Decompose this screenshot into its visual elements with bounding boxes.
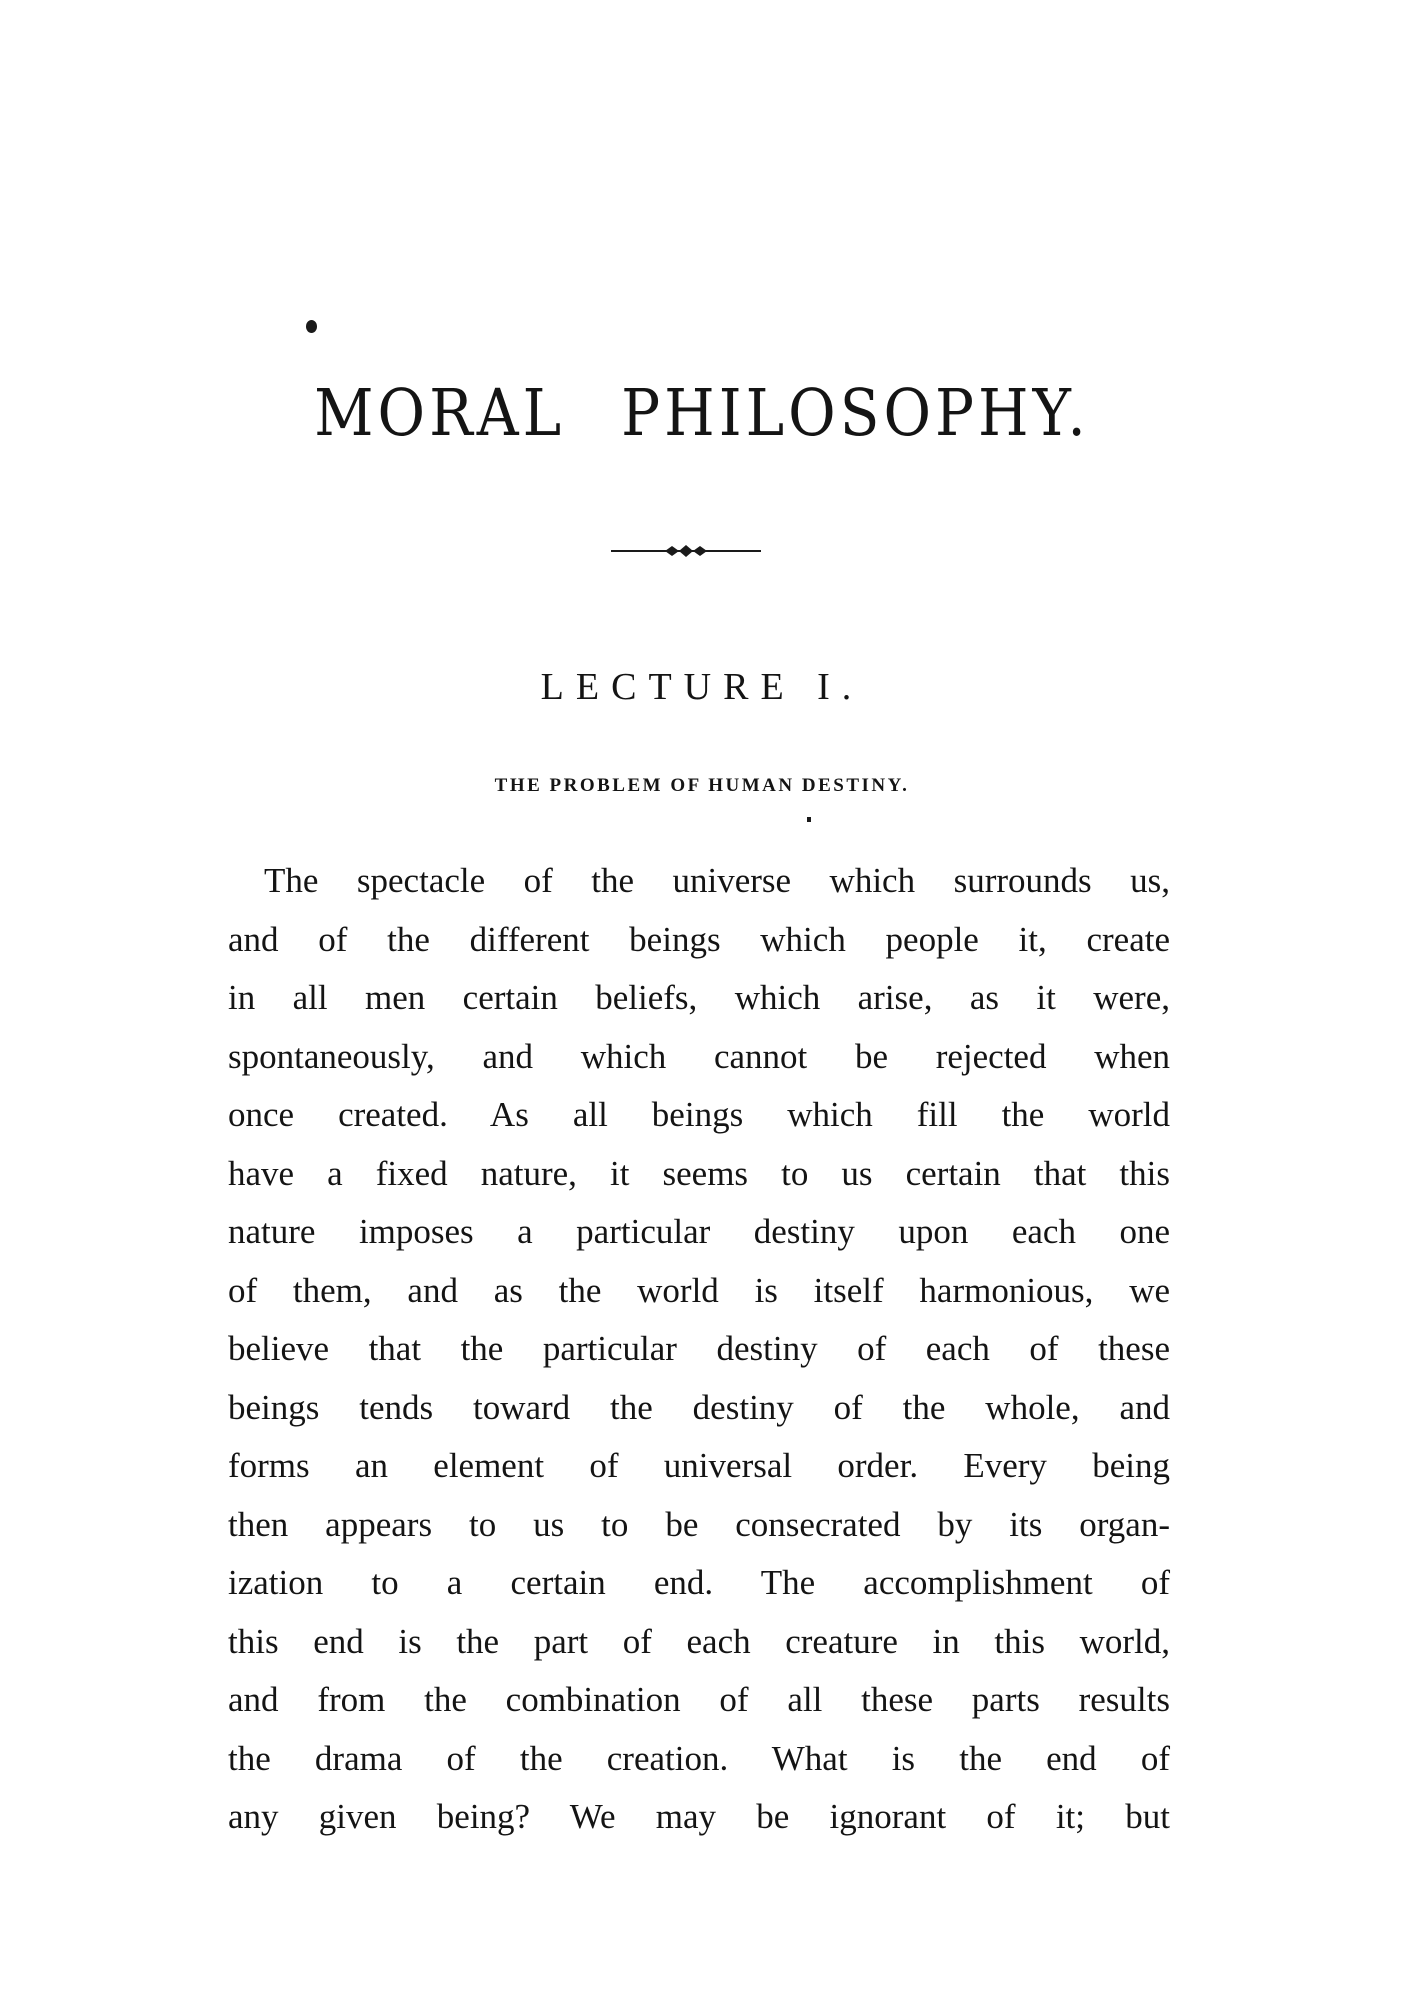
paragraph-line: and from the combination of all these parts results [228,1680,1170,1719]
paragraph-line: beings tends toward the destiny of the whole, and [228,1387,1170,1427]
stray-ink-mark [807,817,811,822]
title-word-moral: MORAL [314,374,566,451]
paragraph-line: of them, and as the world is itself harmonious, we [228,1270,1170,1310]
paragraph-line: in all men certain beliefs, which arise, as it were, [228,978,1170,1017]
paragraph-line: the drama of the creation. What is the end of [228,1738,1170,1778]
stray-ink-dot [306,320,317,333]
paragraph-line: have a fixed nature, it seems to us certain that this [228,1153,1170,1193]
ornament-divider [611,544,761,558]
title-word-philosophy: PHILOSOPHY. [621,374,1090,451]
body-paragraph [228,852,1170,1847]
paragraph-line: spontaneously, and which cannot be rejected when [228,1036,1170,1076]
paragraph-line: nature imposes a particular destiny upon each one [228,1212,1170,1251]
lecture-subtitle: THE PROBLEM OF HUMAN DESTINY. [494,775,910,796]
paragraph-line: The spectacle of the universe which surrounds us, [264,861,1170,900]
paragraph-line: this end is the part of each creature in this world, [228,1621,1170,1661]
paragraph-line: then appears to us to be consecrated by its organ- [228,1504,1170,1544]
paragraph-line: once created. As all beings which fill the world [228,1095,1170,1134]
paragraph-line: any given being? We may be ignorant of it; but [228,1797,1170,1836]
paragraph-line: and of the different beings which people it, create [228,919,1170,959]
page-title [0,374,1404,451]
paragraph-line: forms an element of universal order. Every being [228,1446,1170,1485]
paragraph-line: ization to a certain end. The accomplishment of [228,1563,1170,1602]
paragraph-line: believe that the particular destiny of each of these [228,1329,1170,1368]
lecture-heading: LECTURE I. [540,666,864,708]
